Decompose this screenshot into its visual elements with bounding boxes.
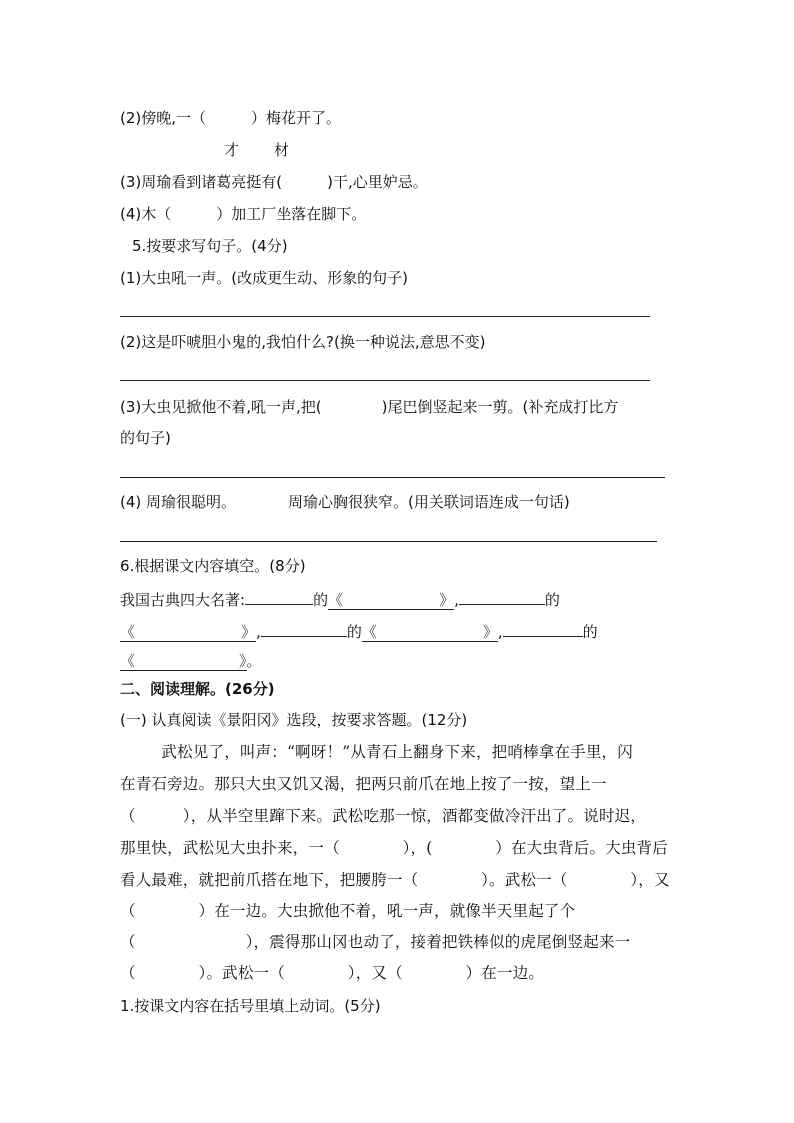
section-2-title: 二、阅读理解。(26分) — [120, 680, 275, 698]
author-blank-1[interactable] — [245, 588, 313, 605]
de-1: 的 — [313, 591, 329, 609]
question-5-item-2: (2)这是吓唬胆小鬼的,我怕什么?(换一种说法,意思不变) — [120, 333, 486, 351]
question-4-item-4: (4)木（ ）加工厂坐落在脚下。 — [120, 205, 367, 223]
question-5-item-4-part-2: 周瑜心胸很狭窄。(用关联词语连成一句话) — [288, 493, 570, 511]
de-3: 的 — [346, 623, 362, 641]
comma-1: , — [454, 591, 459, 609]
book-title-blank-3[interactable] — [362, 623, 498, 642]
comma-2: , — [256, 623, 261, 641]
question-6-title: 6.根据课文内容填空。(8分) — [120, 557, 306, 575]
open-bracket-3: 《 — [361, 623, 377, 641]
author-blank-2[interactable] — [459, 588, 545, 605]
section-2-question-1: 1.按课文内容在括号里填上动词。(5分) — [120, 997, 381, 1015]
passage-line-2: 在青石旁边。那只大虫又饥又渴，把两只前爪在地上按了一按，望上一 — [120, 775, 607, 793]
question-5-item-4-part-1: (4) 周瑜很聪明。 — [120, 493, 237, 511]
passage-line-4: 那里快，武松见大虫扑来，一（ ），( ）在大虫背后。大虫背后 — [120, 839, 668, 857]
comma-3: , — [497, 623, 503, 641]
section-2-subsection-1: (一) 认真阅读《景阳冈》选段，按要求答题。(12分) — [120, 711, 468, 729]
question-4-item-2: (2)傍晚,一（ ）梅花开了。 — [120, 109, 342, 127]
passage-line-5: 看人最难，就把前爪搭在地下，把腰胯一（ ）。武松一（ ），又 — [120, 871, 670, 889]
author-blank-4[interactable] — [503, 620, 583, 637]
book-title-blank-2[interactable] — [120, 623, 256, 642]
close-bracket-2: 》 — [241, 623, 257, 641]
open-bracket-2: 《 — [120, 623, 136, 641]
answer-line-5-1[interactable] — [120, 316, 650, 317]
book-title-blank-1[interactable] — [328, 591, 454, 610]
question-5-item-3-line-1: (3)大虫见掀他不着,吼一声,把( )尾巴倒竖起来一剪。(补充成打比方 — [120, 398, 619, 416]
close-bracket-4: 》 — [239, 652, 247, 670]
question-4-item-3: (3)周瑜看到诸葛亮挺有( )干,心里妒忌。 — [120, 173, 428, 191]
period-1: 。 — [246, 652, 262, 670]
answer-line-5-2[interactable] — [120, 380, 650, 381]
choice-word-cai-material: 材 — [274, 141, 290, 159]
answer-line-5-4[interactable] — [120, 541, 657, 542]
question-5-title: 5.按要求写句子。(4分) — [132, 237, 288, 255]
question-5-item-1: (1)大虫吼一声。(改成更生动、形象的句子) — [120, 269, 408, 287]
de-2: 的 — [544, 591, 560, 609]
close-bracket-1: 》 — [439, 591, 455, 609]
open-bracket-1: 《 — [328, 591, 344, 609]
question-6-line-3 — [120, 651, 262, 671]
passage-line-7: （ ），震得那山冈也动了，接着把铁棒似的虎尾倒竖起来一 — [120, 933, 631, 951]
passage-line-8: （ ）。武松一（ ），又（ ）在一边。 — [120, 964, 545, 982]
passage-line-3: （ ），从半空里蹿下来。武松吃那一惊，酒都变做冷汗出了。说时迟， — [120, 807, 647, 825]
question-6-line-1 — [120, 588, 560, 610]
question-6-intro: 我国古典四大名著: — [120, 591, 246, 609]
book-title-blank-4[interactable] — [120, 652, 247, 671]
question-5-item-3-line-2: 的句子) — [120, 429, 171, 447]
close-bracket-3: 》 — [482, 623, 498, 641]
answer-line-5-3[interactable] — [120, 477, 665, 478]
de-4: 的 — [582, 623, 598, 641]
open-bracket-4: 《 — [120, 652, 136, 670]
author-blank-3[interactable] — [261, 620, 347, 637]
choice-word-cai: 才 — [224, 141, 240, 159]
passage-line-1: 武松见了，叫声：“啊呀！”从青石上翻身下来，把哨棒拿在手里，闪 — [130, 743, 633, 761]
question-6-line-2 — [120, 620, 598, 642]
passage-line-6: （ ）在一边。大虫掀他不着，吼一声，就像半天里起了个 — [120, 902, 576, 920]
